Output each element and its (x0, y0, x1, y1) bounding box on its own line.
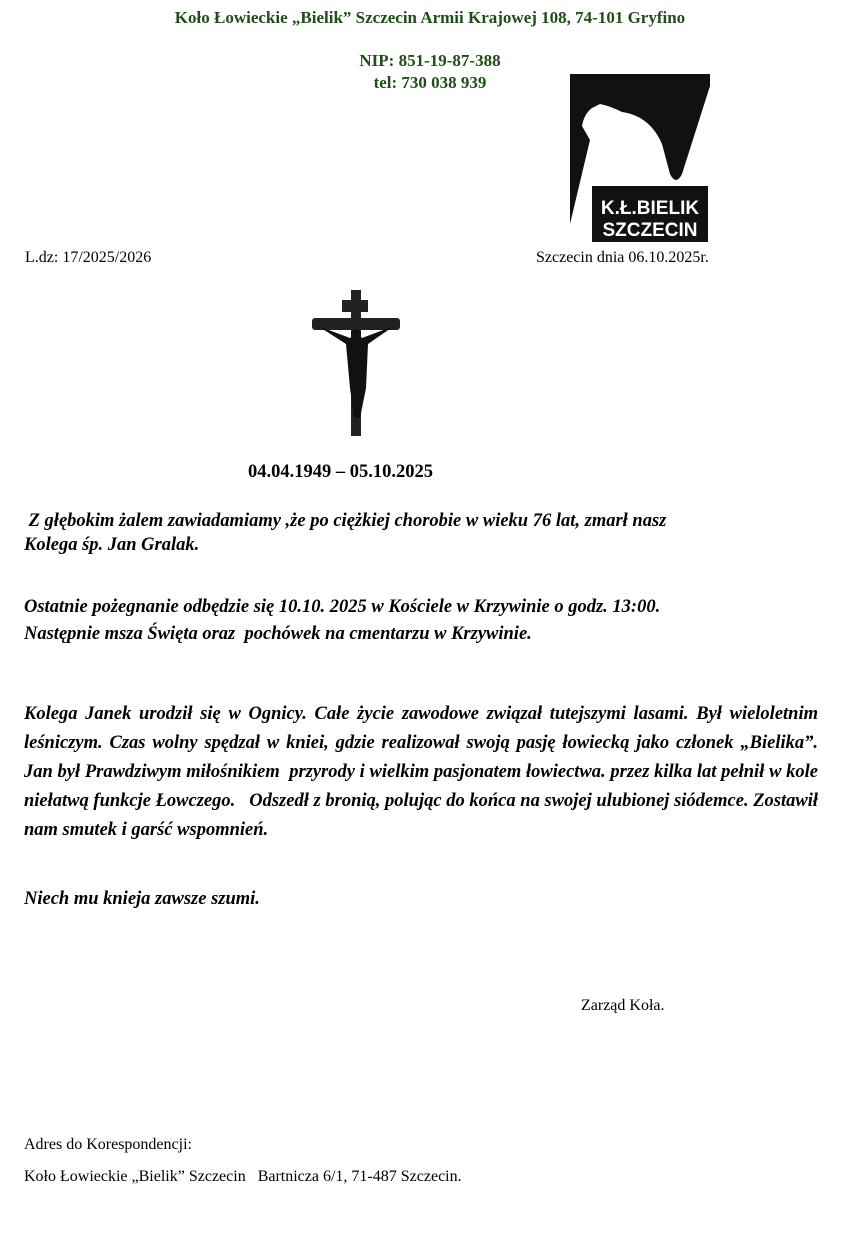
reference-number: L.dz: 17/2025/2026 (25, 249, 152, 266)
logo-line1: K.Ł.BIELIK (600, 198, 700, 219)
phone-line: tel: 730 038 939 (373, 73, 487, 92)
funeral-info-line-2: Następnie msza Święta oraz pochówek na cmentarzu w Krzywinie. (24, 624, 532, 644)
correspondence-address: Koło Łowieckie „Bielik” Szczecin Bartnicza 6/1, 71-487 Szczecin. (24, 1168, 462, 1185)
eagle-head-logo-icon (570, 74, 710, 242)
biography-paragraph: Kolega Janek urodził się w Ognicy. Całe życie zawodowe związał tutejszymi lasami. Był wieloletnim leśniczym. Czas wolny spędzał w kniei, gdzie realizował swoją pasję łowiecką jako członek „Bielika”. Jan był Prawdziwym miłośnikiem przyrody i wielkim pasjonatem łowiectwa. przez kilka lat pełnił w kole niełatwą funkcje Łowczego. Odszedł z bronią, polując do końca na swojej ulubionej siódemce. Zostawił nam smutek i garść wspomnień. (24, 704, 828, 840)
correspondence-label: Adres do Korespondencji: (24, 1136, 192, 1153)
funeral-info-line-1: Ostatnie pożegnanie odbędzie się 10.10. 2025 w Kościele w Krzywinie o godz. 13:00. (24, 597, 661, 617)
nip-line: NIP: 851-19-87-388 (359, 51, 501, 70)
org-address-line: Koło Łowieckie „Bielik” Szczecin Armii Krajowej 108, 74-101 Gryfino (174, 8, 686, 27)
announcement-line-2: Kolega śp. Jan Gralak. (24, 535, 200, 555)
signature: Zarząd Koła. (581, 997, 665, 1014)
place-date: Szczecin dnia 06.10.2025r. (536, 249, 709, 266)
announcement-line-1: Z głębokim żalem zawiadamiamy ,że po ciężkiej chorobie w wieku 76 lat, zmarł nasz (24, 511, 667, 531)
logo-line2: SZCZECIN (602, 220, 698, 241)
life-dates: 04.04.1949 – 05.10.2025 (248, 462, 433, 482)
crucifix-icon (310, 288, 402, 438)
closing-line: Niech mu knieja zawsze szumi. (24, 889, 260, 909)
